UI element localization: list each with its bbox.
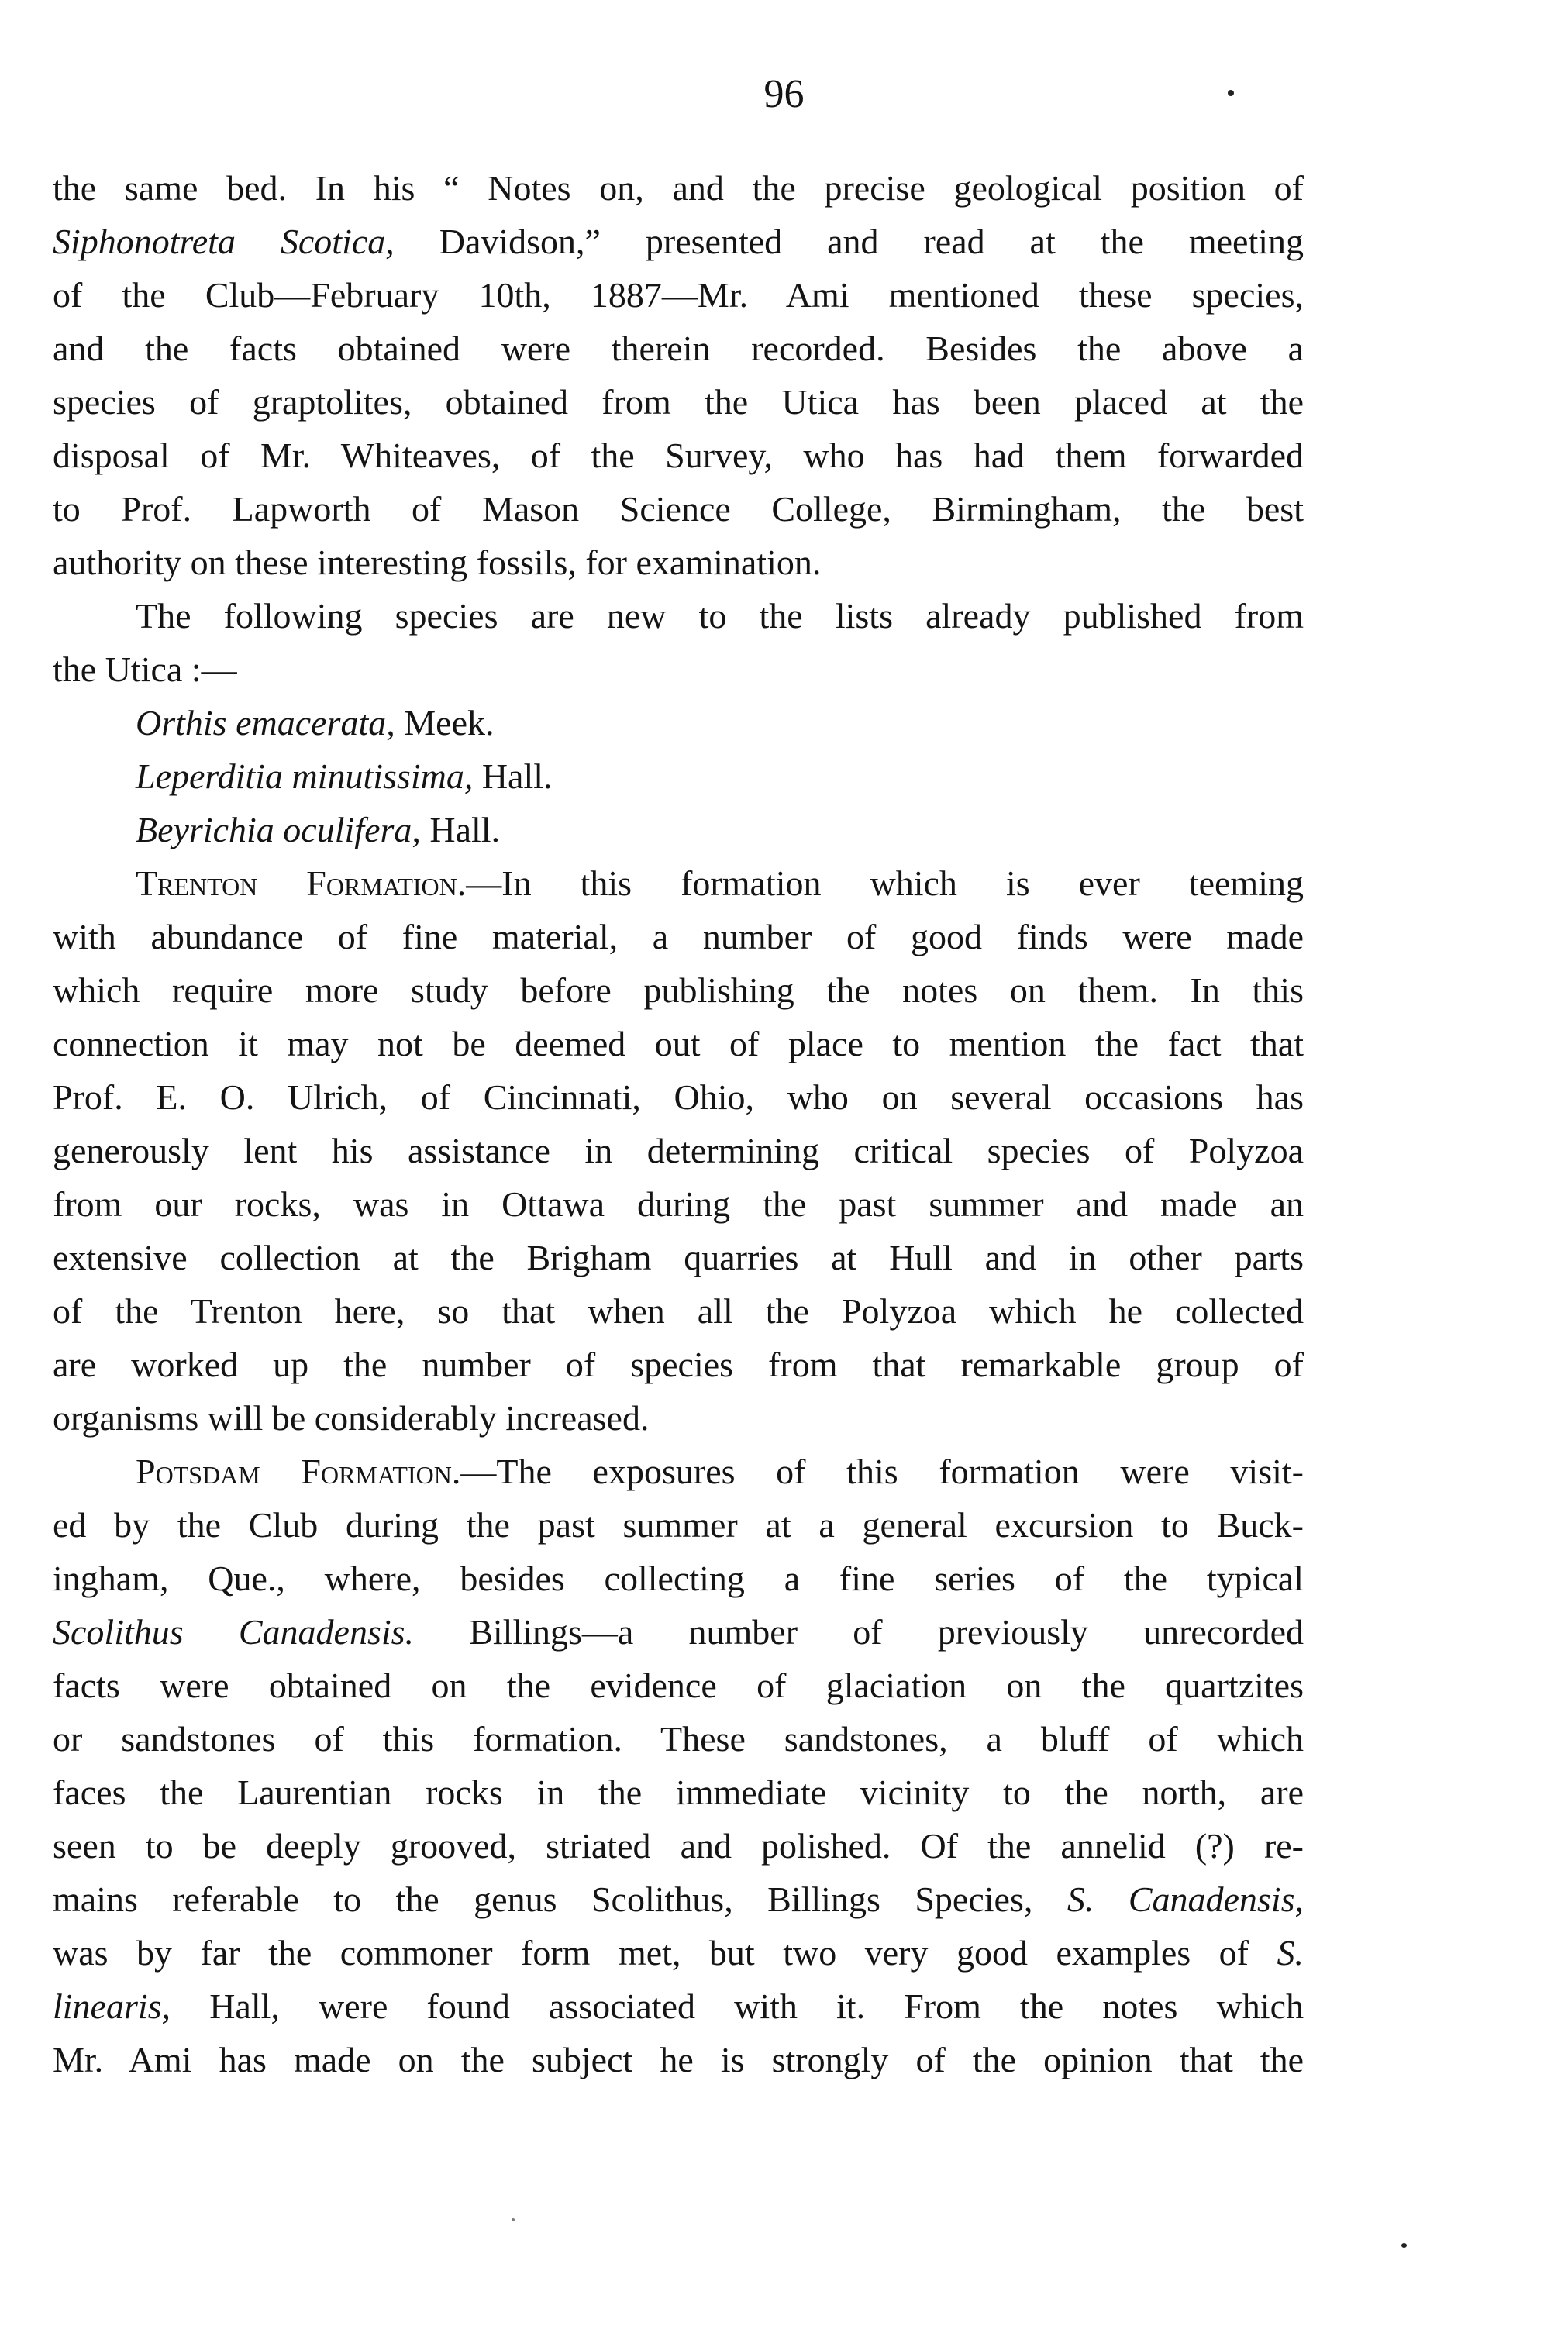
text-span: Hall, were found associated with it. From the notes which [171, 1986, 1304, 2026]
text-line: disposal of Mr. Whiteaves, of the Survey, who has had them forwarded [53, 436, 1304, 475]
species-name: Scolithus Canadensis. [53, 1612, 415, 1652]
text-line: and the facts obtained were therein recorded. Besides the above a [53, 329, 1304, 368]
text-line: Prof. E. O. Ulrich, of Cincinnati, Ohio, who on several occasions has [53, 1077, 1304, 1117]
paragraph-trenton-formation [53, 856, 1304, 1445]
species-author: Hall. [420, 810, 501, 849]
species-list-item [53, 749, 1304, 803]
species-name: S. Canadensis, [1067, 1879, 1304, 1919]
text-span: mains referable to the genus Scolithus, Billings Species, [53, 1879, 1067, 1919]
text-line [53, 1873, 1304, 1926]
text-span: —The exposures of this formation were visit- [460, 1452, 1304, 1491]
text-line: authority on these interesting fossils, for examination. [53, 543, 822, 582]
text-line: organisms will be considerably increased. [53, 1398, 650, 1438]
text-line: generously lent his assistance in determining critical species of Polyzoa [53, 1131, 1304, 1170]
species-name: Siphonotreta Scotica, [53, 222, 395, 261]
text-line: or sandstones of this formation. These sandstones, a bluff of which [53, 1719, 1304, 1759]
text-line: seen to be deeply grooved, striated and polished. Of the annelid (?) re- [53, 1826, 1304, 1866]
scan-speck [1228, 90, 1234, 96]
species-name: Orthis emacerata, [136, 703, 395, 742]
section-heading: Potsdam Formation. [136, 1452, 461, 1491]
text-line [53, 1926, 1304, 1979]
text-line: faces the Laurentian rocks in the immediate vicinity to the north, are [53, 1773, 1304, 1812]
paragraph-potsdam-formation [53, 1445, 1304, 2086]
species-name: linearis, [53, 1986, 171, 2026]
text-line: ed by the Club during the past summer at a general excursion to Buck- [53, 1505, 1304, 1545]
text-span: Billings—a number of previously unrecorded [414, 1612, 1304, 1652]
text-line: from our rocks, was in Ottawa during the past summer and made an [53, 1184, 1304, 1224]
text-line: species of graptolites, obtained from the Utica has been placed at the [53, 382, 1304, 422]
text-line [53, 1445, 1304, 1498]
species-list-item [53, 803, 1304, 856]
text-line: extensive collection at the Brigham quarries at Hull and in other parts [53, 1238, 1304, 1277]
text-line: are worked up the number of species from that remarkable group of [53, 1345, 1304, 1384]
paragraph-utica-species [53, 589, 1304, 696]
text-line [53, 215, 1304, 268]
text-line: which require more study before publishing the notes on them. In this [53, 970, 1304, 1010]
species-author: Meek. [395, 703, 495, 742]
paragraph-notes-on-siphonotreta [53, 161, 1304, 589]
text-line [53, 1605, 1304, 1659]
page-number: 96 [763, 72, 805, 116]
text-line: the Utica :— [53, 649, 237, 689]
text-line: to Prof. Lapworth of Mason Science College, Birmingham, the best [53, 489, 1304, 529]
body-text [53, 161, 1304, 2086]
text-line: the same bed. In his “ Notes on, and the precise geological position of [53, 168, 1304, 208]
text-line: with abundance of fine material, a number of good finds were made [53, 917, 1304, 956]
text-line: connection it may not be deemed out of place to mention the fact that [53, 1024, 1304, 1063]
species-list [53, 696, 1304, 856]
text-span: was by far the commoner form met, but two very good examples of [53, 1933, 1277, 1973]
section-heading: Trenton Formation. [136, 863, 467, 903]
text-line: of the Trenton here, so that when all the Polyzoa which he collected [53, 1291, 1304, 1331]
species-author: Hall. [473, 756, 553, 796]
species-name: S. [1277, 1933, 1304, 1973]
scan-speck [1401, 2243, 1407, 2248]
text-span: Davidson,” presented and read at the meeting [394, 222, 1304, 261]
text-line: facts were obtained on the evidence of glaciation on the quartzites [53, 1666, 1304, 1705]
species-name: Leperditia minutissima, [136, 756, 474, 796]
text-line: The following species are new to the lists already published from [136, 596, 1304, 636]
text-line: ingham, Que., where, besides collecting a fine series of the typical [53, 1559, 1304, 1598]
species-list-item [53, 696, 1304, 749]
text-span: —In this formation which is ever teeming [466, 863, 1304, 903]
text-line: Mr. Ami has made on the subject he is strongly of the opinion that the [53, 2040, 1304, 2079]
scan-speck [512, 2218, 515, 2221]
text-line [53, 856, 1304, 910]
species-name: Beyrichia oculifera, [136, 810, 421, 849]
text-line: of the Club—February 10th, 1887—Mr. Ami mentioned these species, [53, 275, 1304, 315]
text-line [53, 1979, 1304, 2033]
